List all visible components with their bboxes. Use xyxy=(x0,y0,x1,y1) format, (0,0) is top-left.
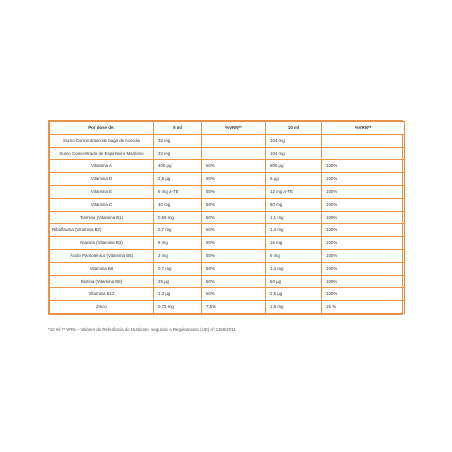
header-vrn-5ml: %VRN** xyxy=(202,122,266,135)
table-row xyxy=(50,185,405,198)
nutrient-name-cell: Tiamina (Vitamina B1) xyxy=(50,211,154,224)
amount-5ml-cell: 8 mg xyxy=(154,237,202,250)
amount-5ml-cell: 25 µg xyxy=(154,275,202,288)
vrn-5ml-cell: 50% xyxy=(202,275,266,288)
table-row xyxy=(50,262,405,275)
vrn-10ml-cell: 100% xyxy=(322,198,405,211)
vrn-10ml-cell: 15 % xyxy=(322,301,405,314)
header-5ml: 5 ml xyxy=(154,122,202,135)
vrn-5ml-cell: 50% xyxy=(202,237,266,250)
amount-5ml-cell: 0,7 mg xyxy=(154,262,202,275)
vrn-10ml-cell: 100% xyxy=(322,185,405,198)
nutrient-name-cell: Biotina (Vitamina B8) xyxy=(50,275,154,288)
nutrient-name-cell: Vitamina A xyxy=(50,160,154,173)
vrn-5ml-cell: 50% xyxy=(202,288,266,301)
table-row xyxy=(50,198,405,211)
nutrient-name-cell: Sumo Concentrado de Espinheiro Marítimo xyxy=(50,147,154,160)
amount-10ml-cell: 1,4 mg xyxy=(266,262,322,275)
amount-10ml-cell: 6 mg xyxy=(266,249,322,262)
vrn-5ml-cell: 50% xyxy=(202,262,266,275)
amount-10ml-cell: 12 mg a-TE xyxy=(266,185,322,198)
vrn-5ml-cell: 50% xyxy=(202,198,266,211)
amount-5ml-cell: 2,5 µg xyxy=(154,173,202,186)
vrn-5ml-cell: 50% xyxy=(202,173,266,186)
amount-5ml-cell: 400 µg xyxy=(154,160,202,173)
nutrient-name-cell: Zinco xyxy=(50,301,154,314)
table-row xyxy=(50,275,405,288)
header-vrn-10ml: %VRN** xyxy=(322,122,405,135)
table-header-row xyxy=(50,122,405,135)
table-row xyxy=(50,249,405,262)
amount-10ml-cell: 1,4 mg xyxy=(266,224,322,237)
vrn-5ml-cell: 50% xyxy=(202,160,266,173)
table-row xyxy=(50,288,405,301)
table-row xyxy=(50,237,405,250)
nutrient-name-cell: Vitamina D xyxy=(50,173,154,186)
nutrient-name-cell: Niacina (Vitamina B3) xyxy=(50,237,154,250)
table-body xyxy=(50,134,405,313)
table-row xyxy=(50,147,405,160)
nutrient-name-cell: Ácido Pantoténico (Vitamina B5) xyxy=(50,249,154,262)
table-row xyxy=(50,173,405,186)
table-row xyxy=(50,160,405,173)
vrn-10ml-cell: 100% xyxy=(322,211,405,224)
vrn-10ml-cell: 100% xyxy=(322,275,405,288)
amount-5ml-cell: 32 mg xyxy=(154,134,202,147)
nutrient-name-cell: Vitamina B6 xyxy=(50,262,154,275)
vrn-5ml-cell xyxy=(202,147,266,160)
vrn-10ml-cell: 100% xyxy=(322,160,405,173)
vrn-10ml-cell: 100% xyxy=(322,262,405,275)
vrn-10ml-cell: 100% xyxy=(322,224,405,237)
amount-10ml-cell: 80 mg xyxy=(266,198,322,211)
header-per-dose: Por dose de: xyxy=(50,122,154,135)
footnote: *10 ml ** VRN – Valores de Referência do Nutriente, segundo o Regulamento (UE) nº 1169/2011 xyxy=(48,327,236,332)
vrn-5ml-cell: 50% xyxy=(202,185,266,198)
amount-10ml-cell: 1,5 mg xyxy=(266,301,322,314)
vrn-10ml-cell: 100% xyxy=(322,249,405,262)
vrn-10ml-cell xyxy=(322,134,405,147)
amount-5ml-cell: 1,3 µg xyxy=(154,288,202,301)
amount-10ml-cell: 2,5 µg xyxy=(266,288,322,301)
amount-5ml-cell: 3 mg xyxy=(154,249,202,262)
amount-5ml-cell: 6 mg a-TE xyxy=(154,185,202,198)
amount-5ml-cell: 40 mg xyxy=(154,198,202,211)
vrn-5ml-cell: 7,5% xyxy=(202,301,266,314)
nutrient-name-cell: Riboflavina (Vitamina B2) xyxy=(50,224,154,237)
vrn-10ml-cell: 100% xyxy=(322,288,405,301)
amount-10ml-cell: 1,1 mg xyxy=(266,211,322,224)
nutrient-name-cell: Vitamina E xyxy=(50,185,154,198)
vrn-5ml-cell xyxy=(202,134,266,147)
amount-5ml-cell: 32 mg xyxy=(154,147,202,160)
amount-5ml-cell: 0,55 mg xyxy=(154,211,202,224)
vrn-5ml-cell: 50% xyxy=(202,211,266,224)
table-row xyxy=(50,211,405,224)
vrn-10ml-cell: 100% xyxy=(322,237,405,250)
amount-10ml-cell: 50 µg xyxy=(266,275,322,288)
amount-10ml-cell: 104 mg xyxy=(266,134,322,147)
amount-10ml-cell: 104 mg xyxy=(266,147,322,160)
table-row xyxy=(50,301,405,314)
amount-10ml-cell: 5 µg xyxy=(266,173,322,186)
nutrient-name-cell: Vitamina B12 xyxy=(50,288,154,301)
nutrition-table xyxy=(49,121,405,314)
amount-5ml-cell: 0,7 mg xyxy=(154,224,202,237)
amount-10ml-cell: 16 mg xyxy=(266,237,322,250)
nutrition-table-container xyxy=(48,120,403,315)
vrn-5ml-cell: 50% xyxy=(202,249,266,262)
amount-5ml-cell: 0,75 mg xyxy=(154,301,202,314)
vrn-10ml-cell xyxy=(322,147,405,160)
table-row xyxy=(50,224,405,237)
nutrient-name-cell: Sumo Concentrado de baga de Acerola xyxy=(50,134,154,147)
nutrient-name-cell: Vitamina C xyxy=(50,198,154,211)
vrn-5ml-cell: 50% xyxy=(202,224,266,237)
table-row xyxy=(50,134,405,147)
header-10ml: 10 ml xyxy=(266,122,322,135)
vrn-10ml-cell: 100% xyxy=(322,173,405,186)
amount-10ml-cell: 800 µg xyxy=(266,160,322,173)
